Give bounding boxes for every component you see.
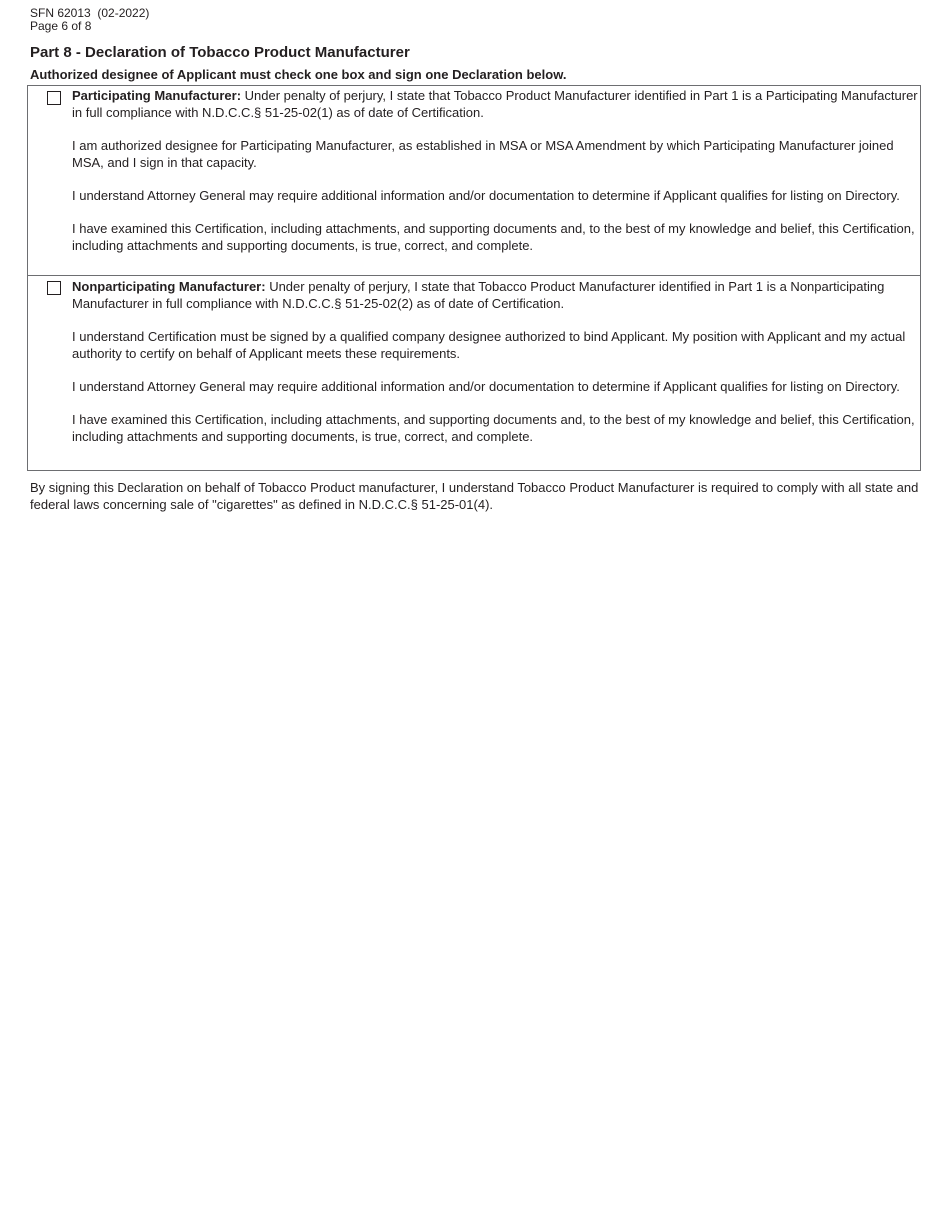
nonparticipating-declaration-text bbox=[72, 278, 918, 445]
nonparticipating-paragraph-1 bbox=[72, 278, 918, 312]
participating-label: Participating Manufacturer: bbox=[72, 88, 242, 103]
participating-statement: Under penalty of perjury, I state that Tobacco Product Manufacturer identified in Part 1 is a Participating Manufacturer in full compliance with N.D.C.C.§ 51-25-02(1) as of date of Certification. bbox=[72, 88, 918, 120]
form-identifier bbox=[30, 7, 149, 33]
form-number: SFN 62013 (02-2022) bbox=[30, 6, 150, 20]
declaration-table bbox=[27, 85, 921, 471]
nonparticipating-statement: Under penalty of perjury, I state that Tobacco Product Manufacturer identified in Part 1 is a Nonparticipating Manufacturer in full compliance with N.D.C.C.§ 51-25-02(2) as of date of Certification. bbox=[72, 279, 885, 311]
section-instructions: Authorized designee of Applicant must check one box and sign one Declaration below. bbox=[30, 67, 567, 82]
signing-acknowledgement: By signing this Declaration on behalf of Tobacco Product manufacturer, I understand Tobacco Product Manufacturer is required to comply with all state and federal laws concerning sale of "cigarettes" as defined in N.D.C.C.§ 51-25-01(4). bbox=[30, 480, 919, 512]
declaration-participating bbox=[28, 86, 920, 275]
nonparticipating-paragraph-2: I understand Certification must be signed by a qualified company designee authorized to bind Applicant. My position with Applicant and my actual authority to certify on behalf of Applicant meets these requirements. bbox=[72, 329, 906, 361]
declaration-nonparticipating bbox=[28, 275, 920, 470]
section-title: Part 8 - Declaration of Tobacco Product Manufacturer bbox=[30, 44, 410, 61]
nonparticipating-manufacturer-checkbox[interactable] bbox=[47, 281, 61, 295]
participating-paragraph-4: I have examined this Certification, including attachments, and supporting documents and, to the best of my knowledge and belief, this Certification, including attachments and supporting documents, is true, correct, and complete. bbox=[72, 221, 915, 253]
participating-manufacturer-checkbox[interactable] bbox=[47, 91, 61, 105]
page-indicator: Page 6 of 8 bbox=[30, 19, 92, 33]
nonparticipating-paragraph-3: I understand Attorney General may require additional information and/or documentation to determine if Applicant qualifies for listing on Directory. bbox=[72, 379, 900, 394]
participating-declaration-text bbox=[72, 87, 918, 254]
nonparticipating-paragraph-4: I have examined this Certification, including attachments, and supporting documents and, to the best of my knowledge and belief, this Certification, including attachments and supporting documents, is true, correct, and complete. bbox=[72, 412, 915, 444]
participating-paragraph-3: I understand Attorney General may require additional information and/or documentation to determine if Applicant qualifies for listing on Directory. bbox=[72, 188, 900, 203]
participating-paragraph-2: I am authorized designee for Participating Manufacturer, as established in MSA or MSA Amendment by which Participating Manufacturer joined MSA, and I sign in that capacity. bbox=[72, 138, 894, 170]
participating-paragraph-1 bbox=[72, 87, 918, 121]
nonparticipating-label: Nonparticipating Manufacturer: bbox=[72, 279, 266, 294]
